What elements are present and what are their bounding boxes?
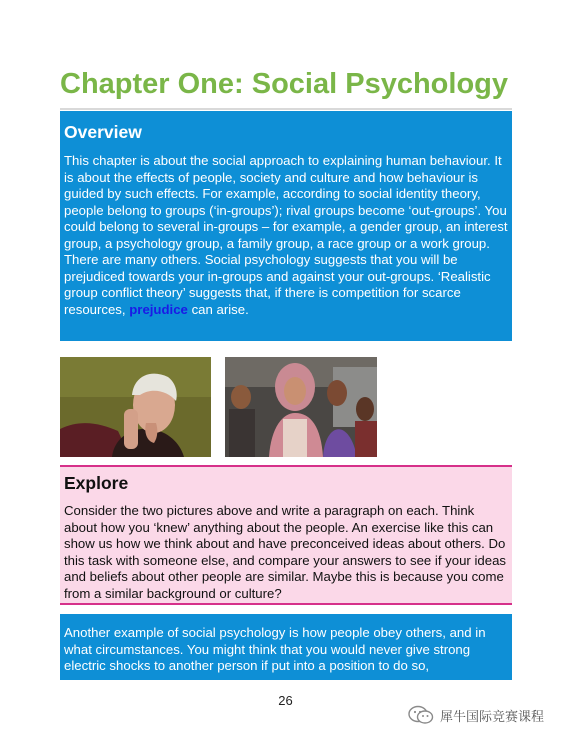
group-of-young-women-photo <box>225 357 377 457</box>
obedience-text: Another example of social psychology is how people obey others, and in what circumstances. You might think that you would never give strong electric shocks to another person if put into a position to do so, <box>64 625 486 673</box>
explore-box <box>60 465 512 605</box>
page-number: 26 <box>278 693 293 708</box>
elderly-man-photo <box>60 357 211 457</box>
watermark-text: 犀牛国际竞赛课程 <box>440 708 545 724</box>
watermark <box>408 705 544 725</box>
overview-box <box>60 111 512 341</box>
overview-text-body: This chapter is about the social approach to explaining human behaviour. It is about the effects of people, society and culture and how behaviour is guided by such effects. For example, according to social identity theory, people belong to groups (‘in-groups’); rival groups become ‘out-groups’. You could belong to several in-groups – for example, a gender group, an interest group, a psychology group, a family group, a race group or a work group. There are many others. Social psychology suggests that you will be prejudiced towards your in-groups and against your out-groups. ‘Realistic group conflict theory’ suggests that, if there is competition for scarce resources, <box>64 153 508 317</box>
wechat-icon <box>408 705 434 725</box>
explore-heading: Explore <box>64 473 129 493</box>
explore-text: Consider the two pictures above and write a paragraph on each. Think about how you ‘knew’ anything about the people. An exercise like this can show us how we think about and have preconceived ideas about others. Do this task with someone else, and compare your answers to see if your ideas and beliefs about other people are similar. Maybe this is because you come from a similar background or culture? <box>64 503 507 601</box>
chapter-title: Chapter One: Social Psychology <box>60 68 508 100</box>
overview-heading: Overview <box>64 122 142 142</box>
title-divider <box>60 108 512 110</box>
obedience-box <box>60 614 512 680</box>
prejudice-keyword: prejudice <box>129 301 188 317</box>
overview-text-end: can arise. <box>191 301 249 317</box>
overview-text <box>64 153 508 318</box>
